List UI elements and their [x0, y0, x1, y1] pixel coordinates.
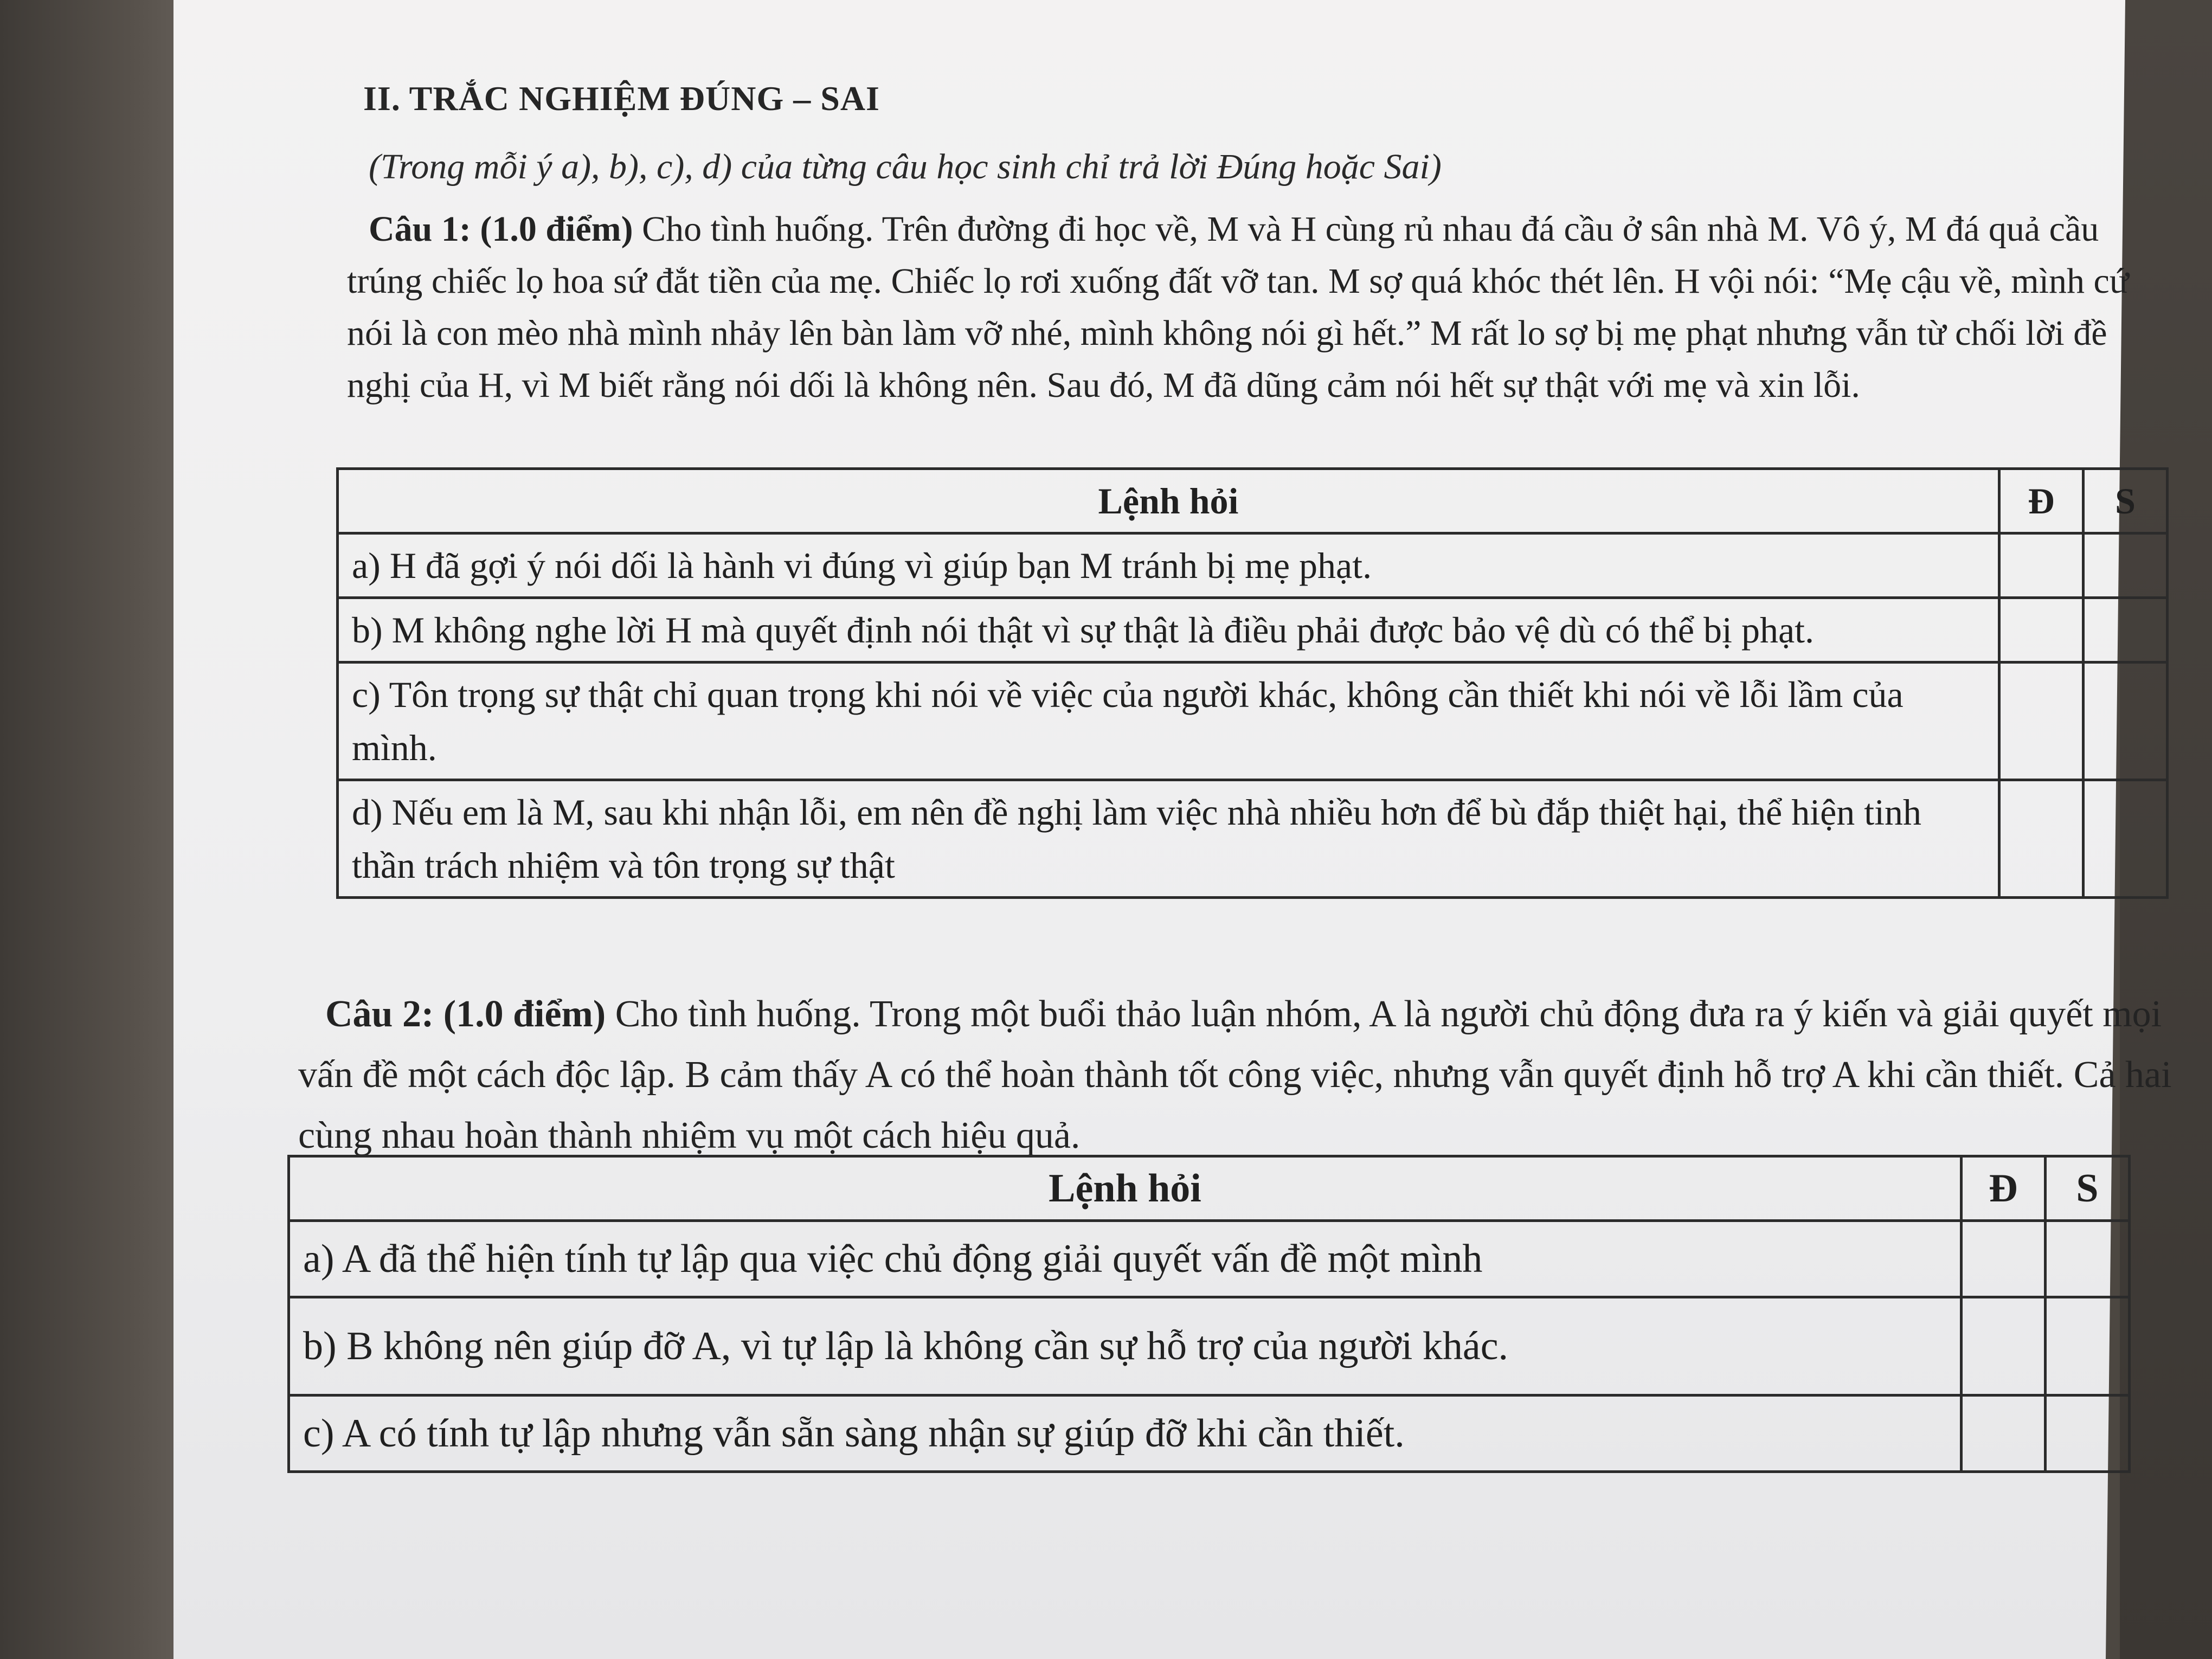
header-false: S	[2046, 1156, 2130, 1221]
table-header-row	[289, 1156, 2130, 1221]
header-true: Đ	[1999, 469, 2084, 533]
answer-false-cell[interactable]	[2084, 663, 2168, 780]
header-true: Đ	[1962, 1156, 2046, 1221]
answer-false-cell[interactable]	[2046, 1221, 2130, 1297]
answer-false-cell[interactable]	[2084, 533, 2168, 598]
question-1-label: Câu 1: (1.0 điểm)	[369, 209, 633, 249]
question-2-passage	[298, 984, 2174, 1166]
answer-false-cell[interactable]	[2084, 780, 2168, 898]
question-2-table	[287, 1155, 2131, 1473]
statement-a: a) A đã thể hiện tính tự lập qua việc chủ động giải quyết vấn đề một mình	[289, 1221, 1962, 1297]
answer-true-cell[interactable]	[1999, 663, 2084, 780]
header-prompt: Lệnh hỏi	[338, 469, 1999, 533]
table-row	[289, 1297, 2130, 1396]
question-1-text: Cho tình huống. Trên đường đi học về, M và H cùng rủ nhau đá cầu ở sân nhà M. Vô ý, M đá quả cầu trúng chiếc lọ hoa sứ đắt tiền của mẹ. Chiếc lọ rơi xuống đất vỡ tan. M sợ quá khóc thét lên. H vội nói: “Mẹ cậu về, mình cứ nói là con mèo nhà mình nhảy lên bàn làm vỡ nhé, mình không nói gì hết.” M rất lo sợ bị mẹ phạt nhưng vẫn từ chối lời đề nghị của H, vì M biết rằng nói dối là không nên. Sau đó, M đã dũng cảm nói hết sự thật với mẹ và xin lỗi.	[347, 209, 2129, 405]
answer-true-cell[interactable]	[1962, 1221, 2046, 1297]
answer-true-cell[interactable]	[1999, 780, 2084, 898]
table-row	[338, 663, 2168, 780]
instruction-text: (Trong mỗi ý a), b), c), d) của từng câu học sinh chỉ trả lời Đúng hoặc Sai)	[369, 147, 1442, 187]
statement-a: a) H đã gợi ý nói dối là hành vi đúng vì giúp bạn M tránh bị mẹ phạt.	[338, 533, 1999, 598]
statement-c: c) A có tính tự lập nhưng vẫn sẵn sàng nhận sự giúp đỡ khi cần thiết.	[289, 1396, 1962, 1472]
answer-true-cell[interactable]	[1999, 598, 2084, 663]
table-header-row	[338, 469, 2168, 533]
answer-false-cell[interactable]	[2046, 1297, 2130, 1396]
answer-true-cell[interactable]	[1999, 533, 2084, 598]
table-row	[289, 1396, 2130, 1472]
statement-b: b) M không nghe lời H mà quyết định nói thật vì sự thật là điều phải được bảo vệ dù có thể bị phạt.	[338, 598, 1999, 663]
statement-d: d) Nếu em là M, sau khi nhận lỗi, em nên đề nghị làm việc nhà nhiều hơn để bù đắp thiệt hại, thể hiện tinh thần trách nhiệm và tôn trọng sự thật	[338, 780, 1999, 898]
table-row	[338, 780, 2168, 898]
table-row	[338, 533, 2168, 598]
table-row	[338, 598, 2168, 663]
question-2-label: Câu 2: (1.0 điểm)	[325, 993, 606, 1035]
header-false: S	[2084, 469, 2168, 533]
statement-b: b) B không nên giúp đỡ A, vì tự lập là không cần sự hỗ trợ của người khác.	[289, 1297, 1962, 1396]
answer-false-cell[interactable]	[2046, 1396, 2130, 1472]
answer-false-cell[interactable]	[2084, 598, 2168, 663]
table-row	[289, 1221, 2130, 1297]
answer-true-cell[interactable]	[1962, 1297, 2046, 1396]
question-1-passage	[347, 203, 2136, 411]
statement-c: c) Tôn trọng sự thật chỉ quan trọng khi nói về việc của người khác, không cần thiết khi nói về lỗi lầm của mình.	[338, 663, 1999, 780]
header-prompt: Lệnh hỏi	[289, 1156, 1962, 1221]
section-title: II. TRẮC NGHIỆM ĐÚNG – SAI	[363, 79, 880, 118]
question-1-table	[336, 467, 2169, 899]
answer-true-cell[interactable]	[1962, 1396, 2046, 1472]
question-2-text: Cho tình huống. Trong một buổi thảo luận nhóm, A là người chủ động đưa ra ý kiến và giải quyết mọi vấn đề một cách độc lập. B cảm thấy A có thể hoàn thành tốt công việc, nhưng vẫn quyết định hỗ trợ A khi cần thiết. Cả hai cùng nhau hoàn thành nhiệm vụ một cách hiệu quả.	[298, 993, 2172, 1156]
